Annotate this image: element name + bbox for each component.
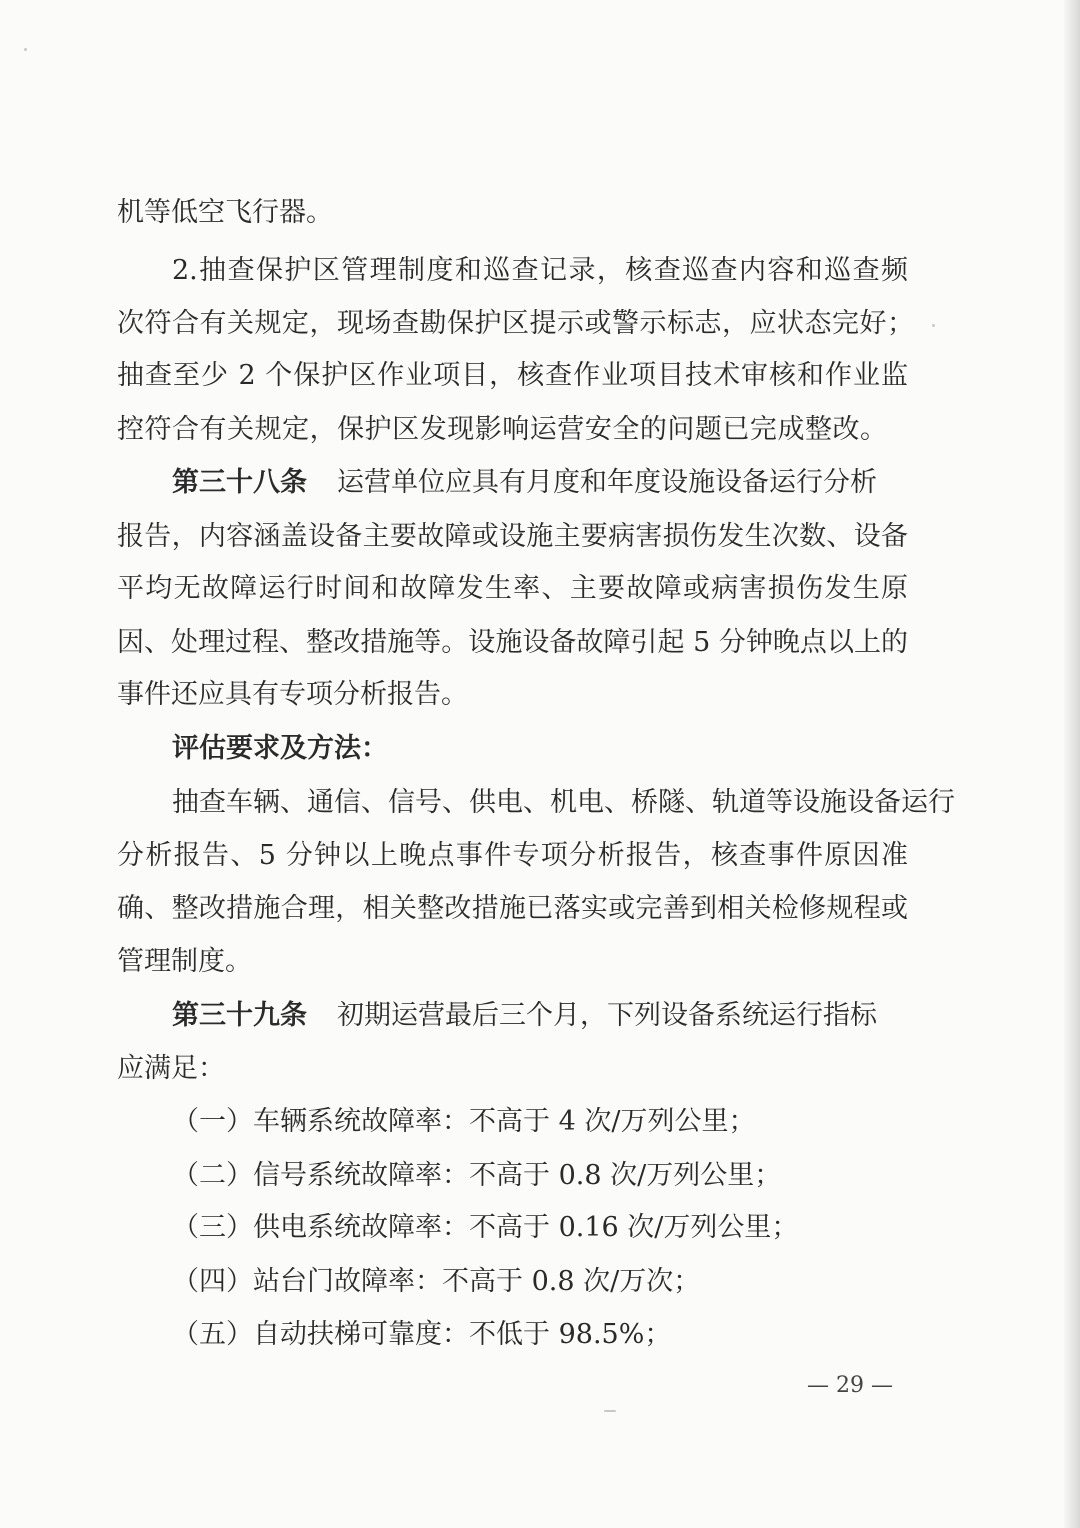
body-line-10: 事件还应具有专项分析报告。: [117, 679, 468, 710]
article-38-label: 第三十八条: [172, 467, 307, 498]
body-line-14: 确、整改措施合理，相关整改措施已落实或完善到相关检修规程或: [117, 893, 908, 924]
list-item-5: （五）自动扶梯可靠度：不低于 98.5%；: [172, 1319, 672, 1350]
article-38-lead-text: 运营单位应具有月度和年度设施设备运行分析: [337, 467, 877, 498]
scan-speck: [24, 48, 27, 51]
article-38-first-line: [172, 456, 908, 510]
body-line-4: 抽查至少 2 个保护区作业项目，核查作业项目技术审核和作业监: [117, 360, 908, 391]
list-item-2: （二）信号系统故障率：不高于 0.8 次/万列公里；: [172, 1160, 782, 1191]
body-line-8: 平均无故障运行时间和故障发生率、主要故障或病害损伤发生原: [117, 573, 908, 604]
body-line-2: 2.抽查保护区管理制度和巡查记录，核查巡查内容和巡查频: [172, 255, 908, 286]
scan-speck: [604, 1410, 616, 1412]
list-item-1: （一）车辆系统故障率：不高于 4 次/万列公里；: [172, 1106, 756, 1137]
body-line-12: 抽查车辆、通信、信号、供电、机电、桥隧、轨道等设施设备运行: [172, 787, 955, 818]
body-line-15: 管理制度。: [117, 946, 252, 977]
article-39-first-line: [172, 989, 908, 1043]
list-item-4: （四）站台门故障率：不高于 0.8 次/万次；: [172, 1266, 701, 1297]
list-item-3: （三）供电系统故障率：不高于 0.16 次/万列公里；: [172, 1212, 799, 1243]
body-line-5: 控符合有关规定，保护区发现影响运营安全的问题已完成整改。: [117, 414, 887, 445]
body-line-1: 机等低空飞行器。: [117, 197, 333, 228]
article-39-lead-text: 初期运营最后三个月，下列设备系统运行指标: [337, 1000, 877, 1031]
scan-edge-shadow: [1064, 0, 1080, 1528]
scan-speck: [932, 324, 935, 327]
body-line-7: 报告，内容涵盖设备主要故障或设施主要病害损伤发生次数、设备: [117, 521, 908, 552]
body-line-17: 应满足：: [117, 1053, 225, 1084]
section-heading-assessment: 评估要求及方法：: [172, 733, 388, 764]
body-line-9: 因、处理过程、整改措施等。设施设备故障引起 5 分钟晚点以上的: [117, 627, 908, 658]
article-39-label: 第三十九条: [172, 1000, 307, 1031]
page-number: — 29 —: [807, 1373, 893, 1398]
body-line-13: 分析报告、5 分钟以上晚点事件专项分析报告，核查事件原因准: [117, 840, 908, 871]
body-line-3: 次符合有关规定，现场查勘保护区提示或警示标志，应状态完好；: [117, 308, 914, 339]
